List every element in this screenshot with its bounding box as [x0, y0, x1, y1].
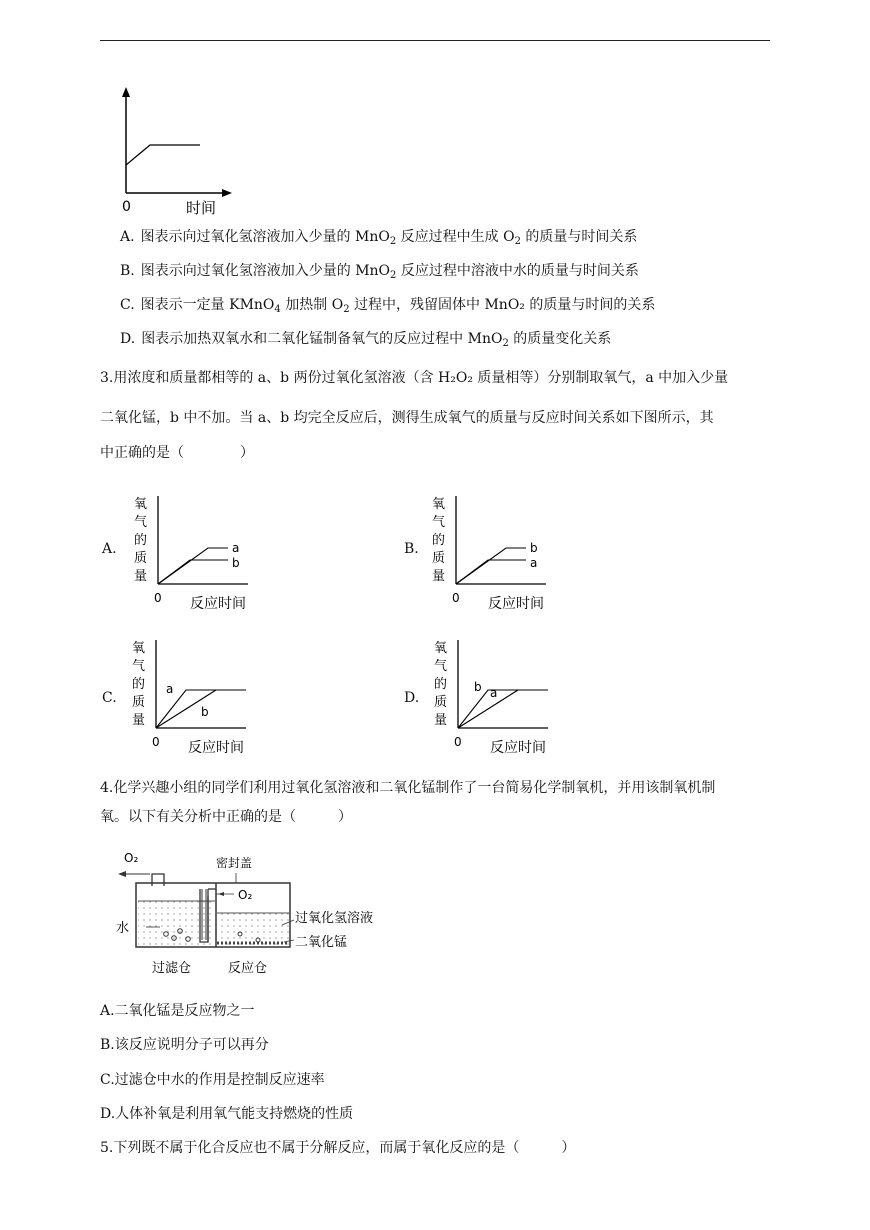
- y-axis-label-char: 氧: [132, 641, 146, 656]
- origin-label: 0: [452, 591, 460, 605]
- series-label-top: b: [530, 541, 538, 555]
- y-axis-label-char: 氧: [434, 641, 448, 656]
- x-axis-label: 反应时间: [490, 740, 546, 756]
- q4-option-b: B.该反应说明分子可以再分: [100, 1037, 269, 1053]
- y-axis-label-char: 的: [432, 533, 446, 548]
- q4-option-c: C.过滤仓中水的作用是控制反应速率: [100, 1072, 325, 1088]
- y-axis-label-char: 的: [132, 677, 146, 692]
- q2-option-c: C. 图表示一定量 KMnO$_4$ 加热制 $O_2$ 过程中，残留固体中 MnO₂ 的质量与时间的关系: [120, 297, 656, 315]
- diagram-lid-label: 密封盖: [216, 856, 253, 870]
- q3-graph-b: [428, 492, 558, 617]
- y-axis-label-char: 量: [132, 713, 146, 728]
- y-axis-label-char: 质: [434, 695, 448, 710]
- x-axis-label: 反应时间: [188, 740, 244, 756]
- y-axis-label-char: 气: [134, 515, 148, 530]
- diagram-reactor-label: 反应仓: [228, 961, 268, 976]
- y-axis-label-char: 气: [132, 659, 146, 674]
- oxygen-generator-diagram: [112, 846, 392, 981]
- series-label-slow: b: [201, 705, 209, 719]
- x-axis-label: 反应时间: [190, 596, 246, 612]
- y-axis-label-char: 气: [432, 515, 446, 530]
- y-axis-label-char: 的: [134, 533, 148, 548]
- origin-label: 0: [154, 591, 162, 605]
- q3-option-b-letter: B.: [404, 541, 419, 557]
- q3-option-c-letter: C.: [102, 690, 117, 706]
- y-axis-label-char: 的: [434, 677, 448, 692]
- q5-text-line1: 5.下列既不属于化合反应也不属于分解反应，而属于氧化反应的是（ ）: [100, 1140, 576, 1156]
- q3-option-a-letter: A.: [102, 541, 117, 557]
- q3-option-d-letter: D.: [404, 690, 420, 706]
- q4-option-d: D.人体补氧是利用氧气能支持燃烧的性质: [100, 1106, 354, 1122]
- q3-text-line3: 中正确的是（ ）: [100, 445, 254, 461]
- header-rule: [100, 40, 770, 41]
- top-graph-xlabel: 时间: [186, 199, 217, 217]
- series-label-fast: b: [474, 680, 482, 694]
- series-label-bottom: b: [232, 556, 240, 570]
- series-line-top: [456, 548, 526, 584]
- origin-label: 0: [152, 735, 160, 749]
- diagram-o2-in-label: O₂: [238, 888, 253, 902]
- y-axis-label-char: 量: [432, 569, 446, 584]
- q3-text-line1: 3.用浓度和质量都相等的 a、b 两份过氧化氢溶液（含 H₂O₂ 质量相等）分别制取氧气，a 中加入少量: [100, 370, 729, 386]
- q4-option-a: A.二氧化锰是反应物之一: [100, 1003, 255, 1019]
- origin-label: 0: [454, 735, 462, 749]
- q3-graph-d: [430, 636, 560, 761]
- q2-option-a: A. 图表示向过氧化氢溶液加入少量的 MnO$_2$ 反应过程中生成 $O_2$ 的质量与时间关系: [120, 229, 638, 247]
- y-axis-label-char: 氧: [432, 497, 446, 512]
- q2-option-d: D. 图表示加热双氧水和二氧化锰制备氧气的反应过程中 MnO$_2$ 的质量变化关系: [120, 331, 612, 349]
- series-line-fast: [458, 690, 548, 728]
- y-axis-label-char: 量: [134, 569, 148, 584]
- y-axis-label-char: 质: [134, 551, 148, 566]
- series-label-bottom: a: [530, 556, 538, 570]
- series-line-top: [158, 548, 228, 584]
- diagram-mno2-label: 二氧化锰: [295, 935, 348, 950]
- y-axis-label-char: 质: [132, 695, 146, 710]
- series-line-slow: [458, 690, 518, 728]
- series-line-bottom: [158, 560, 228, 584]
- y-axis-label-char: 氧: [134, 497, 148, 512]
- y-axis-label-char: 量: [434, 713, 448, 728]
- top-graph-origin: 0: [122, 199, 131, 215]
- diagram-o2-out-label: O₂: [124, 851, 139, 865]
- y-axis-label-char: 气: [434, 659, 448, 674]
- series-label-slow: a: [490, 686, 498, 700]
- diagram-h2o2-label: 过氧化氢溶液: [295, 911, 374, 926]
- q4-text-line1: 4.化学兴趣小组的同学们利用过氧化氢溶液和二氧化锰制作了一台简易化学制氧机，并用该制氧机制: [100, 780, 716, 796]
- diagram-filter-label: 过滤仓: [152, 961, 192, 976]
- top-graph: [110, 85, 240, 220]
- x-axis-label: 反应时间: [488, 596, 544, 612]
- series-label-top: a: [232, 541, 240, 555]
- y-axis-label-char: 质: [432, 551, 446, 566]
- q3-graph-c: [128, 636, 258, 761]
- q4-text-line2: 氧。以下有关分析中正确的是（ ）: [100, 809, 352, 825]
- q2-option-b: B. 图表示向过氧化氢溶液加入少量的 MnO$_2$ 反应过程中溶液中水的质量与时间关系: [120, 263, 639, 281]
- q3-text-line2: 二氧化锰，b 中不加。当 a、b 均完全反应后，测得生成氧气的质量与反应时间关系如下图所示，其: [100, 410, 714, 426]
- diagram-water-label: 水: [116, 921, 130, 936]
- series-line-bottom: [456, 560, 526, 584]
- series-label-fast: a: [166, 682, 174, 696]
- q3-graph-a: [130, 492, 260, 617]
